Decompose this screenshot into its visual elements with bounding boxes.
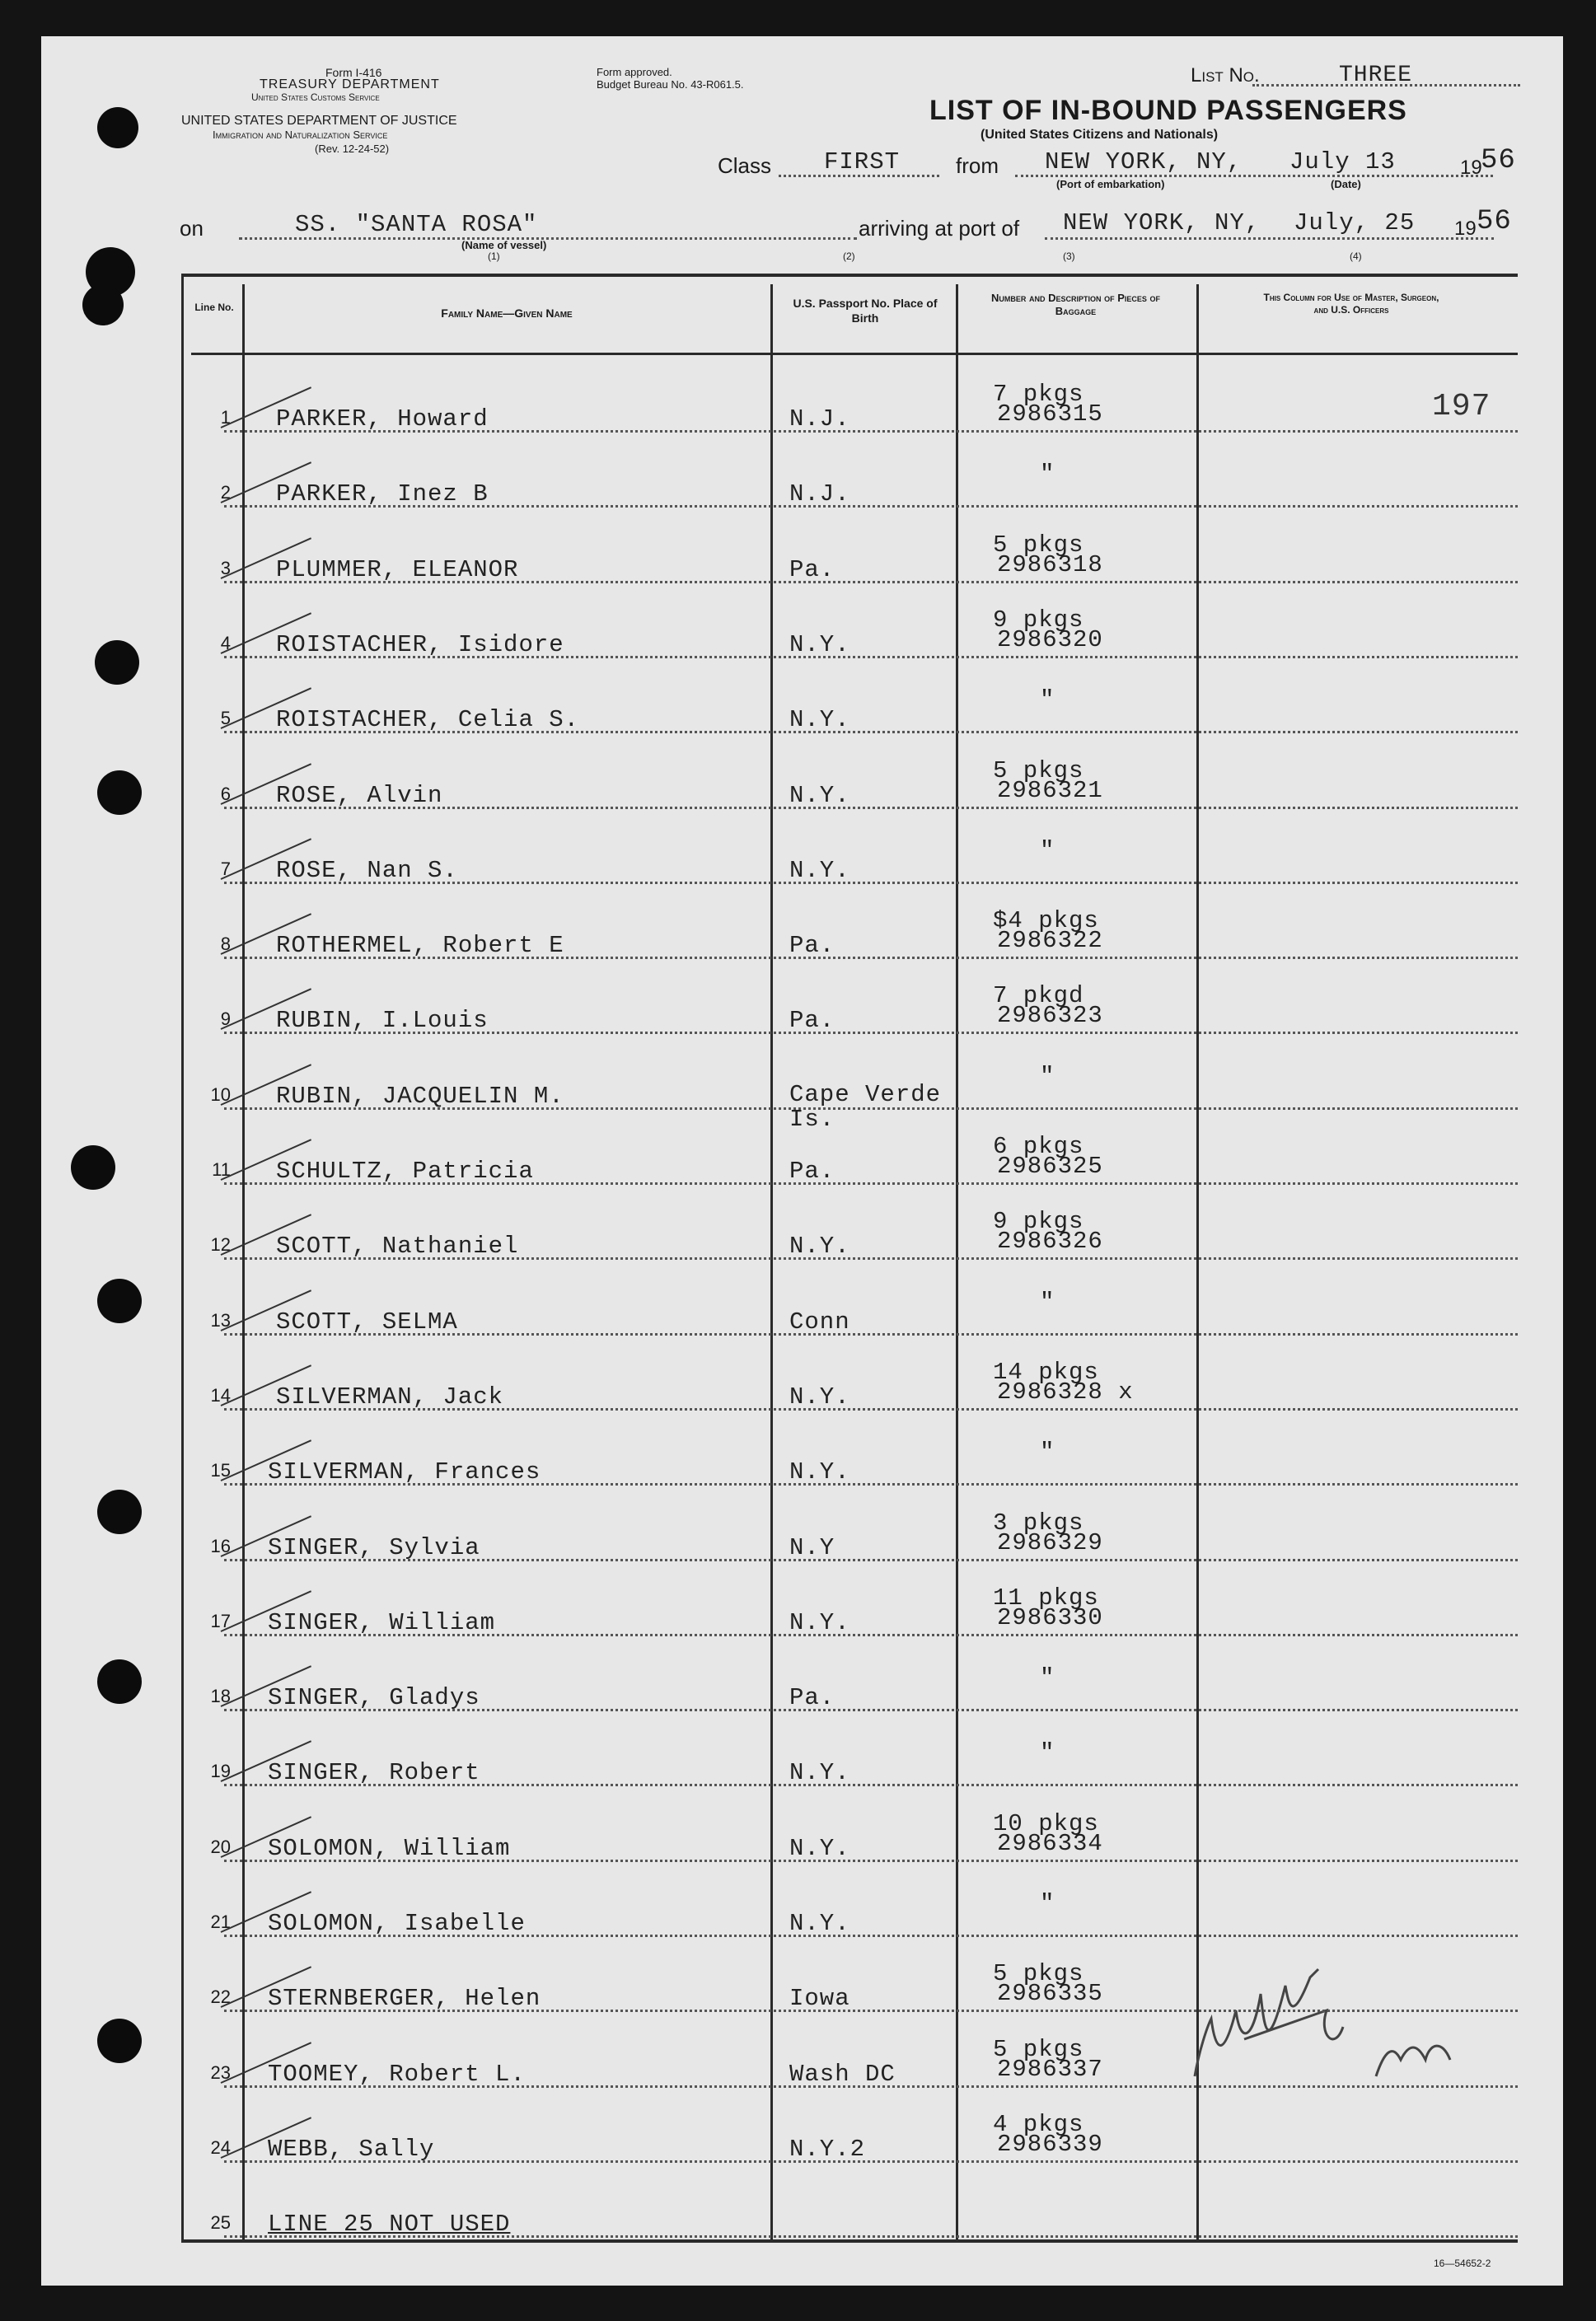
col-divider-name [770,284,773,2243]
baggage-count: 9 pkgs [993,606,1084,634]
passenger-name: RUBIN, I.Louis [276,1007,489,1034]
line-number: 12 [210,1234,231,1255]
punch-hole [97,107,138,148]
punch-hole [71,1145,115,1190]
punch-hole [95,640,139,685]
passenger-name: STERNBERGER, Helen [268,1985,541,2012]
from-label: from [956,153,999,178]
punch-hole [97,1279,142,1323]
line-number: 11 [212,1159,231,1180]
baggage-count: " [1040,1289,1055,1316]
passenger-name: SILVERMAN, Frances [268,1458,541,1486]
list-title: LIST OF IN-BOUND PASSENGERS [929,95,1407,126]
baggage-count: 7 pkgs [993,381,1084,408]
line-number: 14 [210,1385,231,1406]
place-of-birth: N.Y. [789,631,850,658]
place-of-birth: N.Y. [789,1835,850,1862]
baggage-count: 10 pkgs [993,1810,1099,1837]
line-number: 20 [210,1837,231,1857]
header-rule [191,353,1518,355]
baggage-check-number: 2986318 [997,551,1103,578]
baggage-count: 5 pkgs [993,1960,1084,1987]
baggage-check-number: 2986330 [997,1604,1103,1631]
baggage-check-number: 2986320 [997,626,1103,653]
baggage-count: 9 pkgs [993,1208,1084,1235]
place-of-birth: Pa. [789,1684,835,1711]
baggage-count: 14 pkgs [993,1359,1099,1386]
column-num-1: (1) [488,250,500,262]
passenger-name: ROSE, Nan S. [276,857,458,884]
col-divider-line [242,284,245,2243]
class-value: FIRST [824,148,901,175]
passenger-name: ROISTACHER, Celia S. [276,706,580,733]
passenger-name: SINGER, Robert [268,1759,480,1786]
col-head-name: Family Name—Given Name [441,307,573,320]
place-of-birth: N.J. [789,480,850,508]
passenger-name: SILVERMAN, Jack [276,1383,504,1411]
passenger-name: SINGER, William [268,1609,496,1636]
line-number: 22 [210,1986,231,2007]
vessel-caption: (Name of vessel) [461,239,547,251]
place-of-birth: Pa. [789,1007,835,1034]
baggage-count: " [1040,1439,1055,1466]
baggage-check-number: 2986322 [997,927,1103,954]
place-of-birth: N.Y. [789,857,850,884]
justice-department: UNITED STATES DEPARTMENT OF JUSTICE [181,114,457,128]
punch-hole [97,1659,142,1704]
passenger-name: SCOTT, Nathaniel [276,1233,519,1260]
line-number: 17 [210,1611,231,1631]
col-divider-baggage [1196,284,1199,2243]
passenger-name: SINGER, Gladys [268,1684,480,1711]
passenger-name: PLUMMER, ELEANOR [276,556,519,583]
passenger-name: PARKER, Inez B [276,480,489,508]
line-number: 8 [220,934,231,954]
treasury-department: TREASURY DEPARTMENT [260,77,440,91]
port-caption: (Port of embarkation) [1056,178,1165,190]
baggage-check-number: 2986328 x [997,1378,1134,1406]
baggage-check-number: 2986339 [997,2131,1103,2158]
line-number: 21 [210,1912,231,1932]
form-number: Form I-416 [325,66,382,79]
line-number: 1 [220,407,231,428]
line-number: 16 [210,1536,231,1556]
baggage-check-number: 2986321 [997,777,1103,804]
line-number: 13 [210,1310,231,1331]
list-subtitle: (United States Citizens and Nationals) [981,128,1219,142]
baggage-check-number: 2986329 [997,1529,1103,1556]
column-num-2: (2) [843,250,855,262]
baggage-count: 4 pkgs [993,2111,1084,2138]
baggage-check-number: 2986323 [997,1002,1103,1029]
punch-hole [97,770,142,815]
place-of-birth: Cape Verde Is. [789,1081,942,1133]
baggage-count: " [1040,1890,1055,1917]
col-head-passport: U.S. Passport No. Place of Birth [793,297,938,325]
place-of-birth: N.Y. [789,1910,850,1937]
arriving-label: arriving at port of [859,216,1020,241]
passenger-name: SCHULTZ, Patricia [276,1158,534,1185]
officer-note: 197 [1432,389,1491,424]
place-of-birth: N.Y. [789,1458,850,1486]
passenger-name: ROTHERMEL, Robert E [276,932,564,959]
baggage-count: 3 pkgs [993,1509,1084,1537]
baggage-count: " [1040,837,1055,864]
arrival-year-prefix: 19 [1454,218,1477,240]
baggage-count: 5 pkgs [993,757,1084,784]
line-number: 25 [210,2212,231,2233]
baggage-count: 6 pkgs [993,1133,1084,1160]
arrival-port: NEW YORK, NY, [1063,209,1261,236]
column-num-4: (4) [1350,250,1362,262]
place-of-birth: N.Y. [789,782,850,809]
baggage-count: " [1040,686,1055,714]
passenger-name: LINE 25 NOT USED [268,2211,511,2238]
baggage-count: $4 pkgs [993,907,1099,934]
line-number: 3 [220,558,231,578]
place-of-birth: Iowa [789,1985,850,2012]
passenger-name: SCOTT, SELMA [276,1308,458,1336]
place-of-birth: N.Y. [789,1383,850,1411]
place-of-birth: N.Y. [789,1233,850,1260]
line-number: 10 [210,1084,231,1105]
place-of-birth: Wash DC [789,2061,896,2088]
line-number: 5 [220,708,231,728]
place-of-birth: Conn [789,1308,850,1336]
class-label: Class [718,153,772,178]
arrival-date: July, 25 [1294,209,1416,236]
customs-service: United States Customs Service [251,91,380,103]
footer-code: 16—54652-2 [1434,2258,1491,2269]
line-number: 24 [210,2137,231,2158]
line-number: 4 [220,633,231,653]
arrival-dots [1045,237,1494,240]
passenger-name: SOLOMON, William [268,1835,511,1862]
passenger-name: RUBIN, JACQUELIN M. [276,1083,564,1110]
passenger-name: WEBB, Sally [268,2136,435,2163]
place-of-birth: N.Y [789,1534,835,1561]
col-divider-passport [956,284,958,2243]
passenger-name: ROSE, Alvin [276,782,443,809]
table-left-border [181,274,184,2243]
line-number: 9 [220,1008,231,1029]
place-of-birth: N.Y. [789,1759,850,1786]
date-caption: (Date) [1331,178,1361,190]
col-head-officers: This Column for Use of Master, Surgeon, and U.S. Officers [1263,292,1439,316]
baggage-count: " [1040,1063,1055,1090]
line-number: 7 [220,859,231,879]
baggage-check-number: 2986325 [997,1153,1103,1180]
line-number: 2 [220,482,231,503]
from-date: July 13 [1289,148,1396,175]
baggage-count: " [1040,461,1055,488]
year-value: 56 [1481,145,1516,176]
baggage-check-number: 2986335 [997,1980,1103,2007]
list-no-label: List No. [1191,64,1260,87]
vessel-name: SS. "SANTA ROSA" [295,211,538,238]
baggage-count: 7 pkgd [993,982,1084,1009]
revision: (Rev. 12-24-52) [315,143,390,155]
place-of-birth: N.Y.2 [789,2136,866,2163]
line-number: 19 [210,1761,231,1781]
year-prefix: 19 [1460,157,1482,179]
baggage-count: 11 pkgs [993,1584,1099,1612]
baggage-check-number: 2986326 [997,1228,1103,1255]
col-head-baggage: Number and Description of Pieces of Baggage [990,292,1160,318]
passenger-name: SOLOMON, Isabelle [268,1910,526,1937]
baggage-check-number: 2986337 [997,2056,1103,2083]
baggage-check-number: 2986334 [997,1830,1103,1857]
passenger-name: ROISTACHER, Isidore [276,631,564,658]
baggage-count: " [1040,1664,1055,1692]
baggage-count: " [1040,1739,1055,1766]
column-num-3: (3) [1063,250,1075,262]
line-number: 23 [210,2062,231,2083]
baggage-check-number: 2986315 [997,400,1103,428]
col-head-line: Line No. [194,302,234,313]
punch-hole [97,2019,142,2063]
place-of-birth: Pa. [789,556,835,583]
passenger-name: SINGER, Sylvia [268,1534,480,1561]
baggage-count: 5 pkgs [993,531,1084,559]
form-approved: Form approved. [597,66,672,78]
table-bottom-border [181,2239,1518,2243]
punch-hole [82,284,124,325]
arrival-year: 56 [1477,206,1512,237]
place-of-birth: N.Y. [789,706,850,733]
punch-hole [97,1490,142,1534]
line-number: 15 [210,1460,231,1481]
baggage-count: 5 pkgs [993,2036,1084,2063]
table-top-border [181,274,1518,277]
passenger-name: TOOMEY, Robert L. [268,2061,526,2088]
from-port: NEW YORK, NY, [1045,148,1243,175]
line-number: 6 [220,784,231,804]
place-of-birth: N.Y. [789,1609,850,1636]
place-of-birth: Pa. [789,1158,835,1185]
list-no-value: THREE [1339,63,1413,88]
budget-bureau: Budget Bureau No. 43-R061.5. [597,78,744,91]
passenger-name: PARKER, Howard [276,405,489,433]
line-number: 18 [210,1686,231,1706]
place-of-birth: Pa. [789,932,835,959]
ins-line: Immigration and Naturalization Service [213,129,388,141]
place-of-birth: N.J. [789,405,850,433]
on-label: on [180,216,204,241]
